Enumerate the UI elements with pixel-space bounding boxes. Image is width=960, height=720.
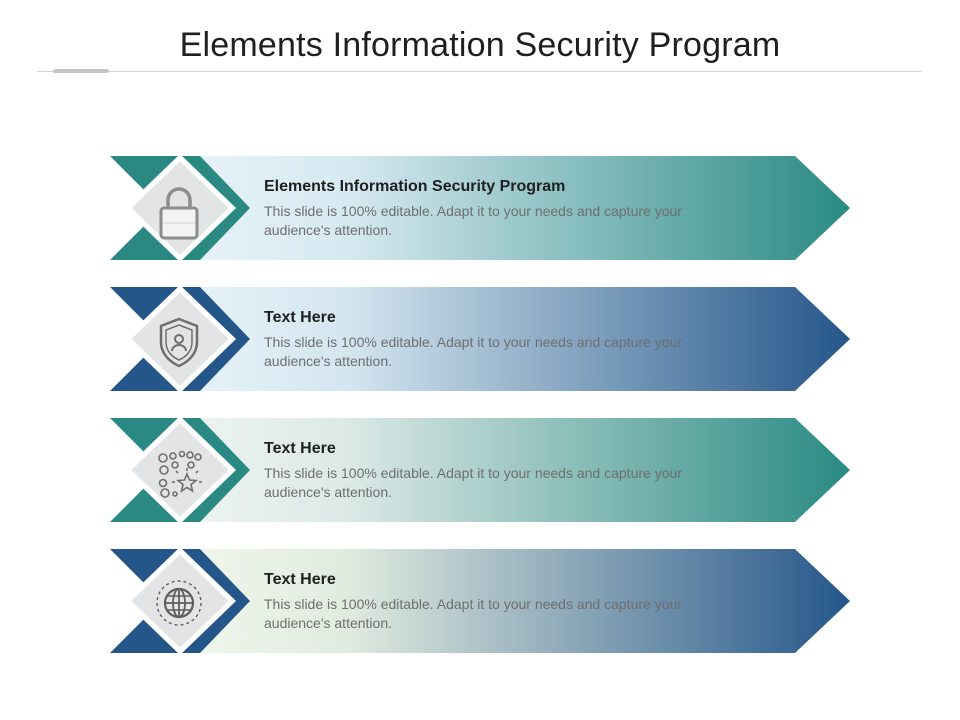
item-heading: Elements Information Security Program: [264, 178, 566, 195]
bubbles-star-icon: [133, 426, 225, 518]
page-title: Elements Information Security Program: [179, 26, 781, 64]
shield-user-icon: [133, 295, 225, 387]
item-body: This slide is 100% editable. Adapt it to your needs and capture your audience's attention.: [264, 203, 682, 238]
item-body: This slide is 100% editable. Adapt it to your needs and capture your audience's attention.: [264, 334, 682, 369]
list-item-3: [0, 416, 960, 528]
lock-icon: [133, 164, 225, 256]
title-divider-accent: [53, 69, 109, 73]
globe-icon: [133, 557, 225, 649]
title-divider: [37, 71, 922, 72]
list-item-1: [0, 154, 960, 266]
item-body: This slide is 100% editable. Adapt it to your needs and capture your audience's attention.: [264, 465, 682, 500]
list-item-4: [0, 547, 960, 659]
item-heading: Text Here: [264, 309, 336, 326]
item-heading: Text Here: [264, 571, 336, 588]
item-heading: Text Here: [264, 440, 336, 457]
item-body: This slide is 100% editable. Adapt it to your needs and capture your audience's attention.: [264, 596, 682, 631]
list-item-2: [0, 285, 960, 397]
